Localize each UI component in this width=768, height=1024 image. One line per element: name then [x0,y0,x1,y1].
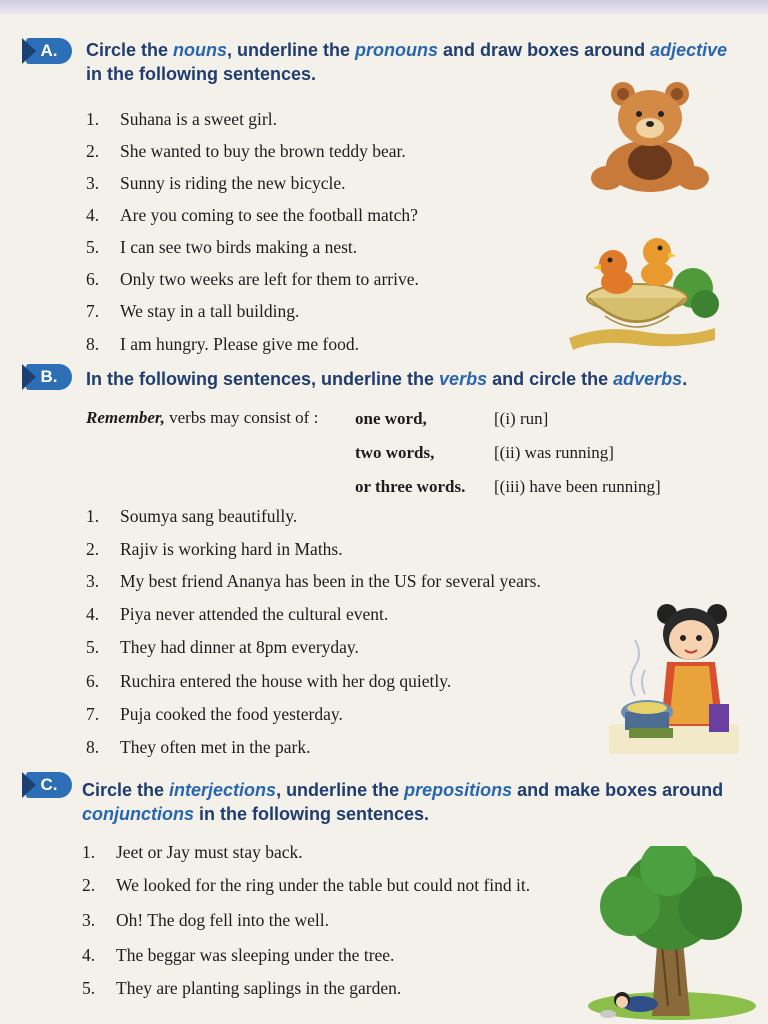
item-text: She wanted to buy the brown teddy bear. [120,141,406,161]
item-number: 4. [82,945,96,965]
item-number: 5. [82,978,96,998]
verb-form-example: [(ii) was running] [494,443,614,462]
exercise-item [86,703,343,725]
remember-note [86,407,318,429]
verb-form-label: one word, [355,409,427,428]
exercise-item [82,874,530,896]
exercise-item [82,977,401,999]
verb-form-example: [(i) run] [494,409,549,428]
heading-text: Circle the [82,780,170,800]
item-number: 5. [86,237,100,257]
exercise-item [86,268,419,290]
heading-text: , underline the [276,780,405,800]
exercise-item [86,236,357,258]
exercise-item [86,172,346,194]
item-number: 2. [82,875,96,895]
exercise-item [86,636,359,658]
exercise-item [86,108,277,130]
heading-text: in the following sentences. [194,804,430,824]
exercise-item [82,841,303,863]
item-text: Are you coming to see the football match? [120,205,418,225]
item-text: Suhana is a sweet girl. [120,109,277,129]
exercise-item [86,333,359,355]
heading-text: . [682,369,688,389]
item-number: 3. [82,910,96,930]
verb-form-example: [(iii) have been running] [494,477,661,496]
heading-text: and make boxes around [512,780,724,800]
section-b-label [26,364,72,390]
exercise-item [86,538,343,560]
item-text: We stay in a tall building. [120,301,300,321]
item-number: 1. [82,842,96,862]
item-number: 7. [86,301,100,321]
girl-cooking-illustration [605,600,743,760]
item-number: 3. [86,571,100,591]
heading-text: In the following sentences, underline the [86,369,440,389]
item-text: Ruchira entered the house with her dog quietly. [120,671,452,691]
item-text: Only two weeks are left for them to arrive. [120,269,419,289]
remember-label: Remember, [86,408,165,427]
item-text: Puja cooked the food yesterday. [120,704,343,724]
exercise-item [86,505,297,527]
item-number: 6. [86,671,100,691]
section-b-label-text: B. [40,367,58,386]
heading-text: and circle the [487,369,614,389]
birds-nest-illustration [565,228,720,356]
item-number: 3. [86,173,100,193]
verb-form-label: two words, [355,443,435,462]
item-text: Jeet or Jay must stay back. [116,842,303,862]
item-number: 5. [86,637,100,657]
exercise-item [86,570,541,592]
item-number: 2. [86,539,100,559]
item-text: Rajiv is working hard in Maths. [120,539,343,559]
item-text: Piya never attended the cultural event. [120,604,389,624]
item-text: They are planting saplings in the garden. [116,978,402,998]
item-text: The beggar was sleeping under the tree. [116,945,395,965]
heading-term-adverbs: adverbs [613,369,683,389]
page-top-edge [0,0,768,14]
item-number: 1. [86,109,100,129]
item-number: 4. [86,604,100,624]
section-c-label-text: C. [40,775,58,794]
heading-term-adjective: adjective [650,40,728,60]
exercise-item [82,909,329,931]
item-number: 4. [86,205,100,225]
heading-text: Circle the [86,40,174,60]
heading-term-conjunctions: conjunctions [82,804,194,824]
item-text: My best friend Ananya has been in the US for several years. [120,571,541,591]
exercise-item [86,603,388,625]
exercise-item [86,300,299,322]
verb-form-label: or three words. [355,477,466,496]
heading-text: , underline the [227,40,356,60]
item-number: 7. [86,704,100,724]
item-text: Soumya sang beautifully. [120,506,298,526]
exercise-item [86,204,418,226]
item-text: We looked for the ring under the table but could not find it. [116,875,531,895]
heading-text: and draw boxes around [438,40,651,60]
item-text: They had dinner at 8pm everyday. [120,637,359,657]
heading-term-pronouns: pronouns [355,40,439,60]
item-number: 8. [86,737,100,757]
section-c-heading [82,778,762,826]
teddy-bear-illustration [585,78,715,196]
heading-term-verbs: verbs [439,369,488,389]
section-a-label-text: A. [40,41,58,60]
exercise-item [86,736,311,758]
item-text: I am hungry. Please give me food. [120,334,359,354]
item-text: I can see two birds making a nest. [120,237,358,257]
exercise-item [82,944,394,966]
exercise-item [86,140,406,162]
item-text: Sunny is riding the new bicycle. [120,173,346,193]
heading-term-interjections: interjections [169,780,277,800]
item-number: 8. [86,334,100,354]
section-b-heading [86,367,687,391]
remember-text: verbs may consist of : [164,408,319,427]
item-number: 6. [86,269,100,289]
section-a-label [26,38,72,64]
heading-term-nouns: nouns [173,40,228,60]
tree-illustration [582,846,758,1022]
exercise-item [86,670,451,692]
item-number: 1. [86,506,100,526]
item-text: Oh! The dog fell into the well. [116,910,330,930]
item-text: They often met in the park. [120,737,311,757]
section-c-label [26,772,72,798]
item-number: 2. [86,141,100,161]
heading-term-prepositions: prepositions [404,780,513,800]
heading-text: in the following sentences. [86,64,317,84]
